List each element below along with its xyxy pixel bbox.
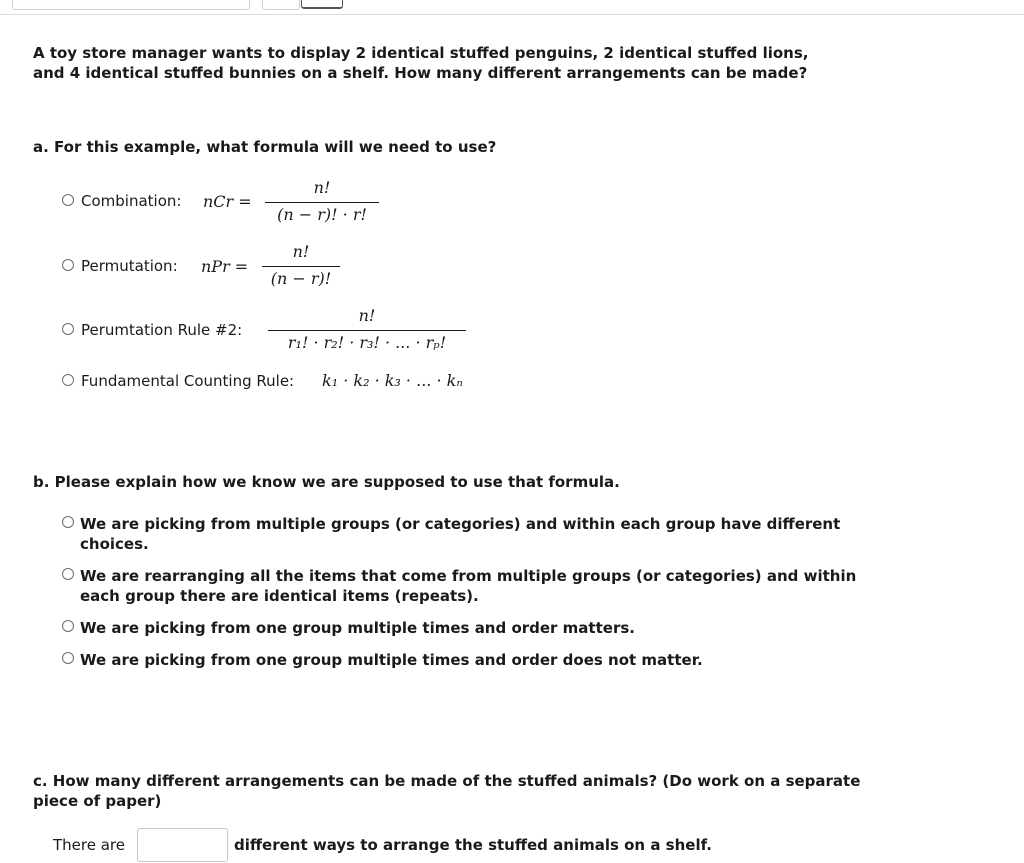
radio-fundamental-counting[interactable] [62,374,74,386]
top-button-2[interactable] [301,0,343,9]
permutation-rule-2-denominator: r₁! · r₂! · r₃! · ... · rₚ! [287,333,447,352]
fundamental-counting-label: Fundamental Counting Rule: [81,372,295,390]
question-text: A toy store manager wants to display 2 identical stuffed penguins, 2 identical stuffed lions, and 4 identical stuffed bunnies on a shelf. How many different arrangements can be made? [33,44,809,82]
combination-label: Combination: [81,192,182,210]
top-toolbar [0,0,1024,16]
explanation-option-4[interactable] [60,650,900,670]
radio-combination[interactable] [62,194,74,206]
permutation-rule-2-label: Perumtation Rule #2: [81,321,243,339]
radio-permutation[interactable] [62,259,74,271]
permutation-rule-2-numerator: n! [358,306,376,325]
part-c-prompt: c. How many different arrangements can be made of the stuffed animals? (Do work on a separate piece of paper) [33,772,861,810]
radio-explanation-3[interactable] [62,620,74,632]
top-button-1[interactable] [262,0,300,10]
combination-denominator: (n − r)! · r! [277,205,367,224]
explanation-option-3[interactable] [60,618,900,638]
radio-explanation-1[interactable] [62,516,74,528]
permutation-rule-2-fraction-bar [268,330,466,331]
divider [0,14,1024,15]
radio-explanation-4[interactable] [62,652,74,664]
explanation-option-1-text: We are picking from multiple groups (or categories) and within each group have different choices. [80,515,841,553]
explanation-option-4-text: We are picking from one group multiple times and order does not matter. [80,651,703,669]
answer-prefix: There are [53,836,125,854]
combination-numerator: n! [313,178,331,197]
part-a-prompt: a. For this example, what formula will we need to use? [33,138,497,156]
explanation-option-1[interactable] [60,514,900,554]
explanation-option-2-text: We are rearranging all the items that come from multiple groups (or categories) and within each group there are identical items (repeats). [80,567,857,605]
radio-explanation-2[interactable] [62,568,74,580]
explanation-option-2[interactable] [60,566,900,606]
permutation-lhs: nPr = [201,257,249,276]
combination-fraction-bar [265,202,379,203]
part-b-prompt: b. Please explain how we know we are supposed to use that formula. [33,473,620,491]
radio-permutation-rule-2[interactable] [62,323,74,335]
permutation-fraction-bar [262,266,340,267]
permutation-numerator: n! [292,242,310,261]
combination-lhs: nCr = [203,192,252,211]
top-text-field[interactable] [12,0,250,10]
fundamental-counting-expression: k₁ · k₂ · k₃ · ... · kₙ [322,371,463,390]
arrangements-answer-input[interactable] [137,828,228,862]
permutation-denominator: (n − r)! [270,269,332,288]
permutation-label: Permutation: [81,257,178,275]
answer-suffix: different ways to arrange the stuffed animals on a shelf. [234,836,713,854]
explanation-option-3-text: We are picking from one group multiple times and order matters. [80,619,635,637]
